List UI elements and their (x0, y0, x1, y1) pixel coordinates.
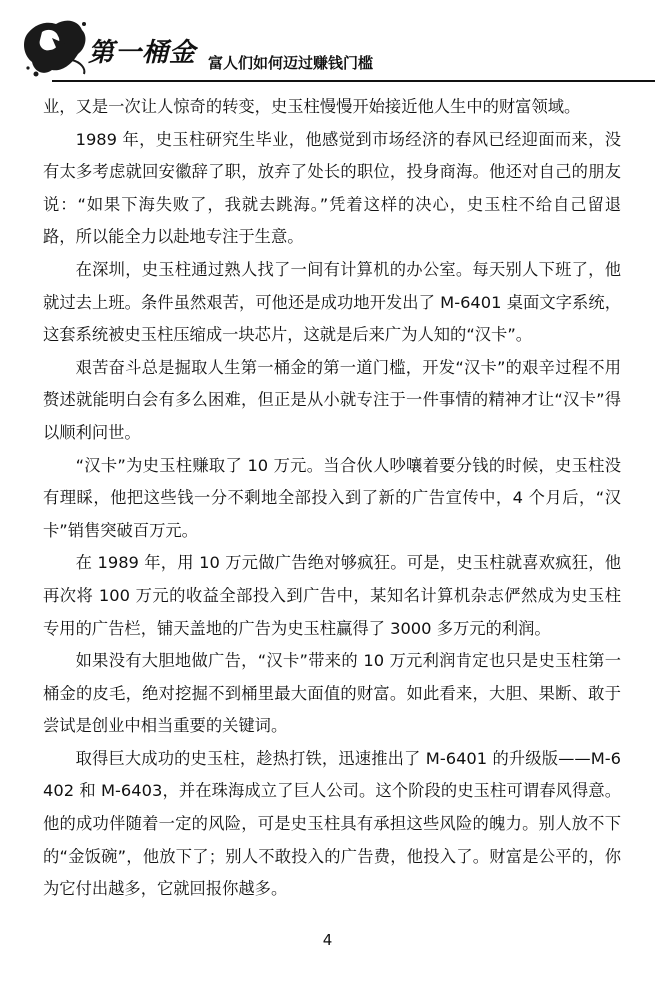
page-header (22, 14, 638, 84)
paragraph: 1989 年，史玉柱研究生毕业，他感觉到市场经济的春风已经迎面而来，没有太多考虑就回安徽辞了职，放弃了处长的职位，投身商海。他还对自己的朋友说：“如果下海失败了，我就去跳海。”凭着这样的决心，史玉柱不给自己留退路，所以能全力以赴地专注于生意。 (43, 129, 621, 247)
paragraph: 艰苦奋斗总是掘取人生第一桶金的第一道门槛，开发“汉卡”的艰辛过程不用赘述就能明白会有多么困难，但正是从小就专注于一件事情的精神才让“汉卡”得以顺利问世。 (43, 357, 621, 442)
paragraph: 业，又是一次让人惊奇的转变，史玉柱慢慢开始接近他人生中的财富领域。 (43, 97, 581, 116)
paragraph: 如果没有大胆地做广告，“汉卡”带来的 10 万元利润肯定也只是史玉柱第一桶金的皮毛，绝对挖掘不到桶里最大面值的财富。如此看来，大胆、果断、敢于尝试是创业中相当重要的关键词。 (43, 651, 621, 736)
paragraph: 在 1989 年，用 10 万元做广告绝对够疯狂。可是，史玉柱就喜欢疯狂，他再次将 100 万元的收益全部投入到广告中，某知名计算机杂志俨然成为史玉柱专用的广告栏，铺天盖地的广告为史玉柱赢得了 3000 多万元的利润。 (43, 553, 621, 638)
body-text (43, 91, 621, 906)
paragraph: 在深圳，史玉柱通过熟人找了一间有计算机的办公室。每天别人下班了，他就过去上班。条件虽然艰苦，可他还是成功地开发出了 M-6401 桌面文字系统，这套系统被史玉柱压缩成一块芯片，这就是后来广为人知的“汉卡”。 (43, 259, 621, 345)
book-subtitle: 富人们如何迈过赚钱门槛 (208, 54, 374, 72)
book-logo-title: 第一桶金 (88, 38, 197, 68)
page-number: 4 (322, 931, 333, 949)
paragraph: 取得巨大成功的史玉柱，趁热打铁，迅速推出了 M-6401 的升级版——M-6402 和 M-6403，并在珠海成立了巨人公司。这个阶段的史玉柱可谓春风得意。他的成功伴随着一定的风险，可是史玉柱具有承担这些风险的魄力。别人放不下的“金饭碗”，他放下了；别人不敢投入的广告费，他投入了。财富是公平的，你为它付出越多，它就回报你越多。 (43, 748, 621, 899)
header-divider (52, 80, 655, 82)
paragraph: “汉卡”为史玉柱赚取了 10 万元。当合伙人吵嚷着要分钱的时候，史玉柱没有理睬，他把这些钱一分不剩地全部投入到了新的广告宣传中，4 个月后，“汉卡”销售突破百万元。 (43, 455, 621, 540)
